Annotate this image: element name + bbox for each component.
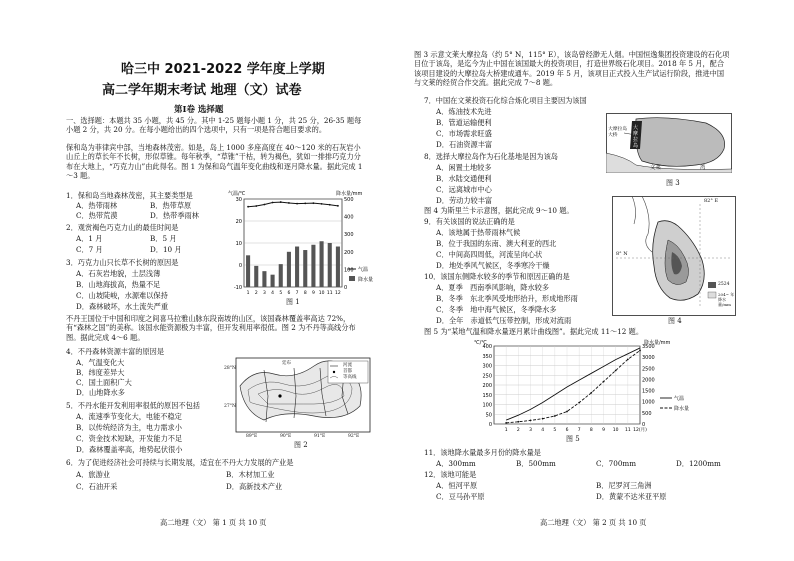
- map-label: 文莱: [650, 165, 661, 171]
- precipitation-point: [578, 402, 580, 404]
- figure-5-chart: [470, 338, 700, 438]
- temperature-point: [321, 203, 323, 205]
- section-intro: 一、选择题：本题共 35 小题，共 45 分。其中 1-25 题每小题 1 分，共 25 分，26-35 题每小题 2 分，共 20 分。在每小题给出的四个选项中，只有一项是符合题目要求的。: [66, 116, 362, 135]
- temperature-point: [304, 203, 306, 205]
- x-tick-label: 11: [326, 291, 333, 296]
- y2-tick-label: 300: [344, 232, 354, 239]
- x-tick-label: 11: [624, 428, 631, 433]
- lon-tick: 91°E: [314, 434, 326, 439]
- y2-tick-label: 500: [642, 410, 652, 417]
- precipitation-point: [566, 411, 568, 413]
- option: B．位于我国的东南、澳大利亚的西北: [436, 239, 557, 248]
- option: A．1 月: [76, 234, 103, 243]
- option: D．森林覆盖率高，地势起伏很小: [76, 445, 183, 454]
- y-tick-label: 30: [235, 197, 242, 203]
- option: B．500mm: [516, 459, 556, 468]
- question-9: 9．有关该国的说法正确的是: [424, 217, 515, 226]
- precipitation-point: [530, 420, 532, 422]
- precip-bar: [246, 255, 250, 287]
- y-tick-label: 100: [482, 402, 492, 409]
- option: C．热带荒漠: [76, 211, 118, 220]
- x-tick-label: 10: [318, 291, 325, 296]
- material-paragraph: 不丹王国位于中国和印度之间喜马拉雅山脉东段南坡的山区，该国森林覆盖率高达 72%，有“森林之国”的美称。该国水能资源极为丰富，但开发利用率很低。图 2 为不丹等高线分布图。据此完成 4～6 题。: [66, 314, 356, 342]
- option: A．旅游业: [76, 470, 110, 479]
- figure-2-caption: 图 2: [294, 441, 308, 449]
- precipitation-point: [517, 421, 519, 423]
- x-tick-label: 6: [287, 291, 291, 296]
- precip-bar: [271, 275, 275, 287]
- lon-tick: 92°E: [348, 434, 360, 439]
- temperature-point: [337, 205, 339, 207]
- lat-tick: 27°N: [224, 404, 236, 409]
- option: C．豆马孙平原: [436, 492, 485, 501]
- precip-bar: [254, 266, 258, 287]
- option: B．水陆交通便利: [436, 174, 492, 183]
- y2-tick-label: 200: [344, 249, 354, 256]
- x-tick-label: 8: [589, 428, 593, 433]
- legend-item: 204~ 年降水量/mm: [718, 292, 735, 307]
- option: A．流速季节变化大，电能不稳定: [76, 412, 182, 421]
- x-tick-label: 5: [279, 291, 283, 296]
- x-tick-label: 12: [335, 291, 341, 296]
- option: A．石灰岩地貌，土层浅薄: [76, 269, 161, 278]
- y-tick-label: 400: [482, 344, 492, 350]
- option: B．木材加工业: [226, 470, 275, 479]
- temperature-point: [329, 204, 331, 206]
- material-paragraph: 图 4 为斯里兰卡示意图，据此完成 9～10 题。: [424, 206, 574, 215]
- option: C．远离城市中心: [436, 185, 492, 194]
- temperature-point: [313, 202, 315, 204]
- option: D．黄蒙不达米亚平原: [596, 492, 667, 501]
- question-10: 10．该国东侧降水较多的季节和原因正确的是: [424, 272, 570, 281]
- y2-tick-label: 2500: [642, 366, 655, 373]
- y2-tick-label: 100: [344, 267, 354, 274]
- exam-title: 哈三中 2021-2022 学年度上学期: [121, 62, 325, 77]
- temperature-point: [296, 203, 298, 205]
- y2-axis-label: 降水量/mm: [644, 340, 671, 346]
- question-2: 2．观赏褐色巧克力山的最佳时间是: [66, 223, 179, 232]
- option: C．7 月: [76, 245, 103, 254]
- y-tick-label: 250: [482, 373, 492, 380]
- precipitation-point: [590, 392, 592, 394]
- y2-tick-label: 1000: [642, 399, 655, 406]
- figure-3-caption: 图 3: [666, 179, 680, 187]
- temperature-point: [247, 206, 249, 208]
- option: C．石油开采: [76, 482, 118, 491]
- figure-2-map: [224, 356, 374, 444]
- figure-4-caption: 图 4: [668, 317, 682, 325]
- option: B．管道运输便利: [436, 118, 492, 127]
- option: D．石油资源丰富: [436, 140, 493, 149]
- option: C．冬季 地中海气候区，冬季降水多: [436, 305, 557, 314]
- map-label: 大摩拉岛大桥: [608, 127, 628, 138]
- precip-bar: [311, 245, 315, 287]
- y2-axis-label: 降水量/mm: [336, 191, 363, 197]
- legend-label: 气温: [358, 267, 369, 273]
- option: C．700mm: [596, 459, 637, 468]
- figure-1-caption: 图 1: [286, 298, 300, 306]
- x-tick-label: 2: [516, 428, 520, 433]
- y-tick-label: 20: [235, 219, 242, 225]
- y-tick-label: 200: [482, 383, 492, 389]
- x-tick-label: 6: [565, 428, 569, 433]
- legend-label: 气温: [674, 396, 685, 402]
- part-heading: 第Ⅰ卷 选择题: [174, 105, 224, 115]
- precipitation-point: [505, 422, 507, 424]
- y-tick-label: -10: [233, 285, 242, 291]
- temperature-point: [255, 205, 257, 207]
- option: C．市场需求旺盛: [436, 129, 492, 138]
- precipitation-line: [506, 350, 640, 422]
- legend-label: 降水量: [674, 406, 690, 412]
- option: B．以传统经济为主，电力需求小: [76, 423, 182, 432]
- material-paragraph: 图 5 为“某地气温和降水量逐月累计曲线图”。据此完成 11～12 题。: [424, 327, 644, 336]
- y2-tick-label: 3500: [642, 344, 655, 350]
- option: D．地处季风气候区，冬季寒冷干燥: [436, 261, 550, 270]
- y-tick-label: 0: [488, 422, 492, 428]
- precipitation-point: [554, 415, 556, 417]
- precip-bar: [279, 264, 283, 287]
- figure-5-caption: 图 5: [566, 435, 580, 443]
- option: D．山地降水多: [76, 388, 125, 397]
- question-11: 11．该地降水量最多月份的降水量是: [424, 448, 541, 457]
- precip-bar: [295, 247, 299, 287]
- y2-tick-label: 2000: [642, 377, 655, 384]
- precip-bar: [262, 271, 266, 287]
- precipitation-point: [639, 350, 641, 352]
- option: C．山坡陡峻，水源难以保持: [76, 291, 168, 300]
- question-12: 12．该地可能是: [424, 470, 477, 479]
- x-tick-label: 3: [262, 291, 266, 296]
- x-tick-label: 9: [311, 291, 315, 296]
- page-footer: 高二地理（文） 第 1 页 共 10 页: [160, 518, 267, 527]
- precipitation-point: [603, 381, 605, 383]
- option: D．10 月: [150, 245, 182, 254]
- precip-bar: [287, 252, 291, 287]
- x-tick-label: 10: [612, 428, 619, 433]
- legend-item: 2524: [718, 282, 730, 287]
- option: D．全年 赤道低气压带控制，形成对流雨: [436, 316, 572, 325]
- map-label: 大摩拉岛: [633, 125, 639, 149]
- question-3: 3．巧克力山只长草不长树的原因是: [66, 258, 179, 267]
- option: D．热带季雨林: [150, 211, 199, 220]
- option: A．气温变化大: [76, 358, 125, 367]
- precip-bar: [303, 250, 307, 287]
- y2-tick-label: 0: [344, 285, 348, 291]
- x-tick-label: 7: [577, 428, 581, 433]
- figure-1-chart: [226, 187, 376, 305]
- option: C．中间高四周低，河流呈向心状: [436, 250, 543, 259]
- temperature-point: [288, 202, 290, 204]
- x-tick-label: 1: [246, 291, 250, 296]
- precip-bar: [320, 241, 324, 287]
- temperature-point: [272, 202, 274, 204]
- figure-4-map: [612, 196, 736, 316]
- option: B．冬季 东北季风受地形抬升，形成地形雨: [436, 294, 578, 303]
- x-tick-label: 7: [295, 291, 299, 296]
- option: C．国土面积广大: [76, 378, 132, 387]
- figure-3-map: [606, 113, 732, 173]
- material-paragraph: 图 3 示意文莱大摩拉岛（约 5° N，115° E），该岛曾经渺无人烟。中国恒逸集团投资建设的石化项目位于该岛，是迄今为止中国在该国最大的投资项目，打造世界级石化项目。2018 年 5 月，配合该项目建设的大摩拉岛大桥建成通车。2019 年 5 月，该项目正式投入生产试运行阶段，推进中国与文莱的经贸合作交流。据此完成 7～8 题。: [414, 50, 730, 87]
- option: A．该地属于热带雨林气候: [436, 228, 521, 237]
- option: A．夏季 西南季风影响，降水较多: [436, 283, 550, 292]
- legend-item: 河流: [343, 363, 352, 368]
- x-tick-label: 9: [602, 428, 605, 433]
- y2-tick-label: 400: [344, 214, 354, 221]
- map-label: 湾: [700, 165, 706, 171]
- question-6: 6．为了促进经济社会可持续与长期发展，适宜在不丹大力发展的产业是: [66, 458, 294, 467]
- y-tick-label: 50: [485, 412, 492, 419]
- x-tick-label: 5: [553, 428, 557, 433]
- option: D．1200mm: [676, 459, 721, 468]
- lat-tick: 28°N: [224, 366, 236, 371]
- option: D．森林破坏，水土流失严重: [76, 302, 169, 311]
- y-tick-label: 350: [482, 353, 492, 360]
- y-tick-label: 150: [482, 392, 492, 399]
- y2-tick-label: 1500: [642, 388, 655, 395]
- exam-subtitle: 高二学年期末考试 地理（文）试卷: [102, 83, 302, 98]
- legend-item: 首都: [343, 369, 352, 374]
- x-tick-label: 4: [541, 428, 545, 433]
- option: C．资金技术短缺，开发能力不足: [76, 434, 183, 443]
- precipitation-point: [542, 418, 544, 420]
- legend-swatch: [349, 276, 355, 281]
- y-axis-label: 气温/℃: [228, 191, 246, 197]
- y-tick-label: 300: [482, 363, 492, 370]
- option: D．劳动力较丰富: [436, 196, 493, 205]
- precipitation-point: [627, 358, 629, 360]
- option: A．300mm: [436, 459, 476, 468]
- x-tick-label: 1: [504, 428, 508, 433]
- option: A．闲置土地较多: [436, 163, 492, 172]
- temperature-line: [248, 202, 338, 207]
- legend-label: 降水量: [358, 277, 374, 283]
- option: A．热带雨林: [76, 201, 118, 210]
- material-paragraph: 保和岛为菲律宾中部，当地森林茂密。如是，岛上 1000 多座高度在 40～120 米的石灰岩小山丘上的草长年不长树，形似草锥。每年秋季，“草锥”干枯，转为褐色，犹如一排排巧克力分布在大地上，“巧克力山”由此得名。图 1 为保和岛气温年变化曲线和逐月降水量。据此完成 1～3 题。: [66, 143, 363, 180]
- legend-item: 等高线: [343, 375, 357, 380]
- lon-label: 82° E: [704, 198, 719, 204]
- page-footer: 高二地理（文） 第 2 页 共 10 页: [540, 518, 647, 527]
- precipitation-point: [615, 370, 617, 372]
- lon-tick: 90°E: [280, 434, 292, 439]
- option: B．热带草原: [150, 201, 192, 210]
- x-tick-label: 12(月): [633, 428, 647, 433]
- option: A．恒河平原: [436, 481, 478, 490]
- option: B．纬度差异大: [76, 368, 125, 377]
- y-tick-label: 10: [235, 241, 242, 247]
- question-7: 7．中国在文莱投资石化综合炼化项目主要因为该国: [424, 96, 587, 105]
- question-1: 1．保和岛当地森林茂密，其主要类型是: [66, 191, 193, 200]
- option: B．5 月: [150, 234, 177, 243]
- precip-bar: [336, 247, 340, 287]
- option: D．高新技术产业: [226, 482, 283, 491]
- city-label: 廷布: [282, 361, 291, 366]
- temperature-point: [264, 204, 266, 206]
- y2-tick-label: 0: [642, 422, 646, 428]
- question-4: 4．不丹森林资源丰富的原因是: [66, 347, 165, 356]
- y2-tick-label: 500: [344, 197, 354, 203]
- x-tick-label: 4: [271, 291, 275, 296]
- lon-tick: 89°E: [246, 434, 258, 439]
- y2-tick-label: 3000: [642, 355, 655, 362]
- question-8: 8．选择大摩拉岛作为石化基地是因为该岛: [424, 152, 558, 161]
- x-tick-label: 8: [303, 291, 307, 296]
- y-axis-label: ℃/℃: [474, 340, 487, 346]
- lat-label: 8° N: [616, 251, 628, 257]
- temperature-line: [506, 348, 640, 420]
- option: B．尼罗河三角洲: [596, 481, 652, 490]
- x-tick-label: 2: [254, 291, 258, 296]
- y-tick-label: 0: [238, 263, 242, 269]
- question-5: 5．不丹水能开发利用率很低的原因不包括: [66, 401, 200, 410]
- x-tick-label: 3: [529, 428, 532, 433]
- precip-bar: [328, 243, 332, 287]
- temperature-point: [280, 201, 282, 203]
- option: B．山地海拔高，热量不足: [76, 280, 161, 289]
- option: A．炼油技术先进: [436, 107, 492, 116]
